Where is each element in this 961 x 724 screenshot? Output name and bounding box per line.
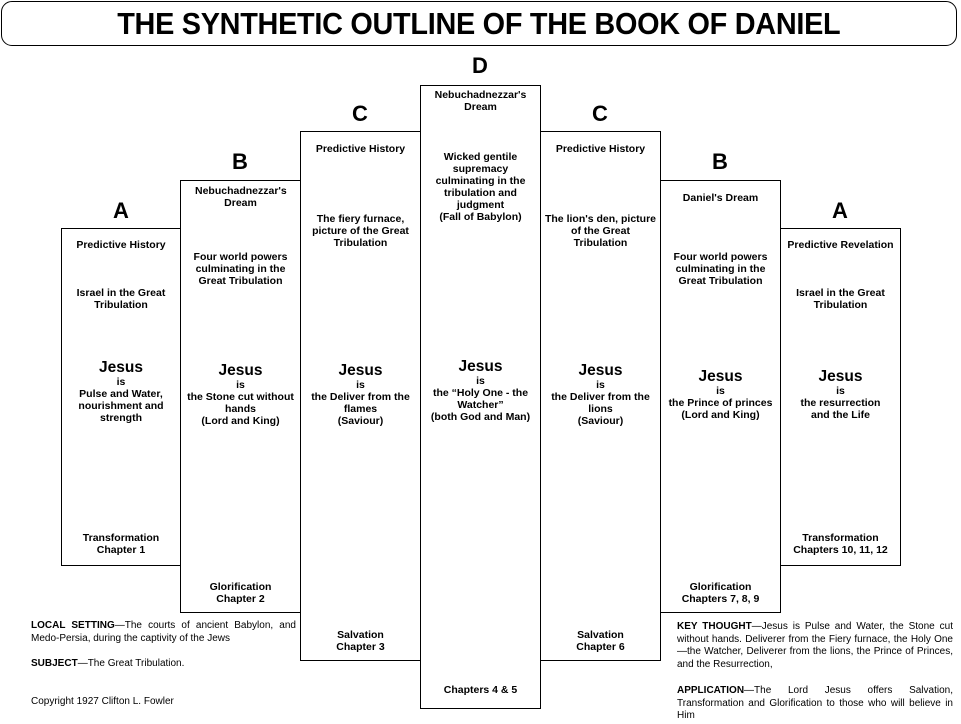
column-theme: The lion's den, picture of the Great Tribulation (544, 213, 656, 249)
key-thought-note (677, 621, 953, 671)
column-footer (421, 684, 540, 696)
jesus-is: is (236, 379, 245, 391)
column-c-chapter-6 (540, 131, 661, 661)
column-letter-b-right: B (712, 149, 728, 174)
column-footer (661, 581, 780, 605)
subject-text: —The Great Tribulation. (77, 658, 185, 669)
footer-category: Salvation (337, 629, 384, 641)
column-theme: Four world powers culminating in the Great Tribulation (673, 251, 768, 287)
column-heading: Predictive History (555, 143, 646, 155)
column-footer (781, 532, 900, 556)
column-heading: Predictive History (76, 239, 166, 251)
column-theme (421, 151, 540, 223)
jesus-name: Jesus (818, 368, 863, 385)
column-footer (181, 581, 300, 605)
jesus-statement (541, 362, 660, 427)
column-heading: Daniel's Dream (682, 192, 759, 204)
local-setting-text: —The courts of ancient Babylon, and Medo-Persia, during the captivity of the Jews (31, 620, 296, 644)
jesus-statement (781, 368, 900, 421)
jesus-is: is (116, 376, 126, 388)
column-heading: Predictive Revelation (787, 239, 894, 251)
subject-label: SUBJECT (31, 658, 78, 669)
footer-category: Transformation (82, 532, 160, 544)
column-b-chapters-7-8-9 (660, 180, 781, 613)
jesus-statement (301, 362, 420, 427)
jesus-is: is (716, 385, 725, 397)
column-theme: Israel in the Great Tribulation (76, 287, 166, 311)
title-banner (1, 1, 957, 46)
local-setting-note (31, 620, 296, 645)
column-heading: Predictive History (315, 143, 406, 155)
jesus-name: Jesus (458, 358, 503, 375)
page-title: THE SYNTHETIC OUTLINE OF THE BOOK OF DANIEL (117, 5, 841, 41)
footer-chapters: Chapter 6 (576, 641, 625, 653)
jesus-statement (62, 359, 180, 424)
column-letter-d: D (472, 53, 488, 78)
column-theme: Israel in the Great Tribulation (796, 287, 885, 311)
footer-chapters: Chapters 4 & 5 (443, 684, 518, 696)
theme-note: (Fall of Babylon) (439, 211, 522, 223)
jesus-is: is (836, 385, 845, 397)
column-theme: Four world powers culminating in the Great Tribulation (193, 251, 288, 287)
column-c-chapter-3 (300, 131, 421, 661)
jesus-description: the “Holy One - the Watcher” (432, 387, 529, 411)
column-letter-c-left: C (352, 101, 368, 126)
application-label: APPLICATION (677, 685, 745, 696)
footer-chapters: Chapters 10, 11, 12 (793, 544, 888, 556)
jesus-description: the Prince of princes (668, 397, 773, 409)
jesus-name: Jesus (218, 362, 263, 379)
jesus-statement (661, 368, 780, 421)
copyright-note: Copyright 1927 Clifton L. Fowler (31, 696, 174, 707)
key-thought-text: —Jesus is Pulse and Water, the Stone cut without hands. Deliverer from the Fiery furnace, the Holy One—the Watcher, Deliverer from the lions, the Prince of Princes, and the Resurrection, (677, 621, 953, 670)
jesus-role: (both God and Man) (430, 411, 531, 423)
column-b-chapter-2 (180, 180, 301, 613)
application-text: —The Lord Jesus offers Salvation, Transformation and Glorification to those who will believe in Him (677, 685, 953, 721)
column-footer (541, 629, 660, 653)
jesus-role: (Lord and King) (201, 415, 280, 427)
jesus-name: Jesus (698, 368, 743, 385)
footer-category: Transformation (802, 532, 879, 544)
column-heading: Nebuchadnezzar's Dream (434, 89, 527, 113)
column-letter-a-right: A (832, 198, 848, 223)
footer-category: Salvation (577, 629, 624, 641)
footer-category: Glorification (209, 581, 272, 593)
jesus-statement (421, 358, 540, 423)
jesus-description: the Deliver from the lions (551, 391, 650, 415)
theme-text: Wicked gentile supremacy culminating in the tribulation and judgment (435, 151, 526, 211)
footer-chapters: Chapters 7, 8, 9 (681, 593, 760, 605)
jesus-is: is (476, 375, 485, 387)
jesus-role: (Lord and King) (681, 409, 760, 421)
jesus-name: Jesus (578, 362, 623, 379)
column-letter-a-left: A (113, 198, 129, 223)
column-a-chapter-1 (61, 228, 181, 566)
local-setting-label: LOCAL SETTING (31, 620, 115, 631)
column-theme: The fiery furnace, picture of the Great Tribulation (312, 213, 409, 249)
jesus-description: Pulse and Water, nourishment and strength (78, 388, 164, 424)
column-footer (301, 629, 420, 653)
jesus-is: is (356, 379, 365, 391)
column-heading: Nebuchadnezzar's Dream (195, 185, 287, 209)
jesus-description: the Deliver from the flames (311, 391, 410, 415)
footer-chapters: Chapter 3 (336, 641, 385, 653)
column-letter-c-right: C (592, 101, 608, 126)
jesus-name: Jesus (99, 359, 143, 376)
jesus-is: is (596, 379, 605, 391)
jesus-name: Jesus (338, 362, 383, 379)
footer-chapters: Chapter 2 (216, 593, 265, 605)
column-letter-b-left: B (232, 149, 248, 174)
jesus-statement (181, 362, 300, 427)
application-note (677, 685, 953, 723)
jesus-role: (Saviour) (337, 415, 384, 427)
column-footer (62, 532, 180, 556)
footer-category: Glorification (689, 581, 752, 593)
key-thought-label: KEY THOUGHT (677, 621, 752, 632)
jesus-role: (Saviour) (577, 415, 624, 427)
jesus-description: the Stone cut without hands (187, 391, 294, 415)
subject-note (31, 658, 296, 671)
column-d-chapters-4-5 (420, 85, 541, 709)
column-a-chapters-10-11-12 (780, 228, 901, 566)
footer-chapters: Chapter 1 (96, 544, 146, 556)
jesus-description: the resurrection and the Life (800, 397, 881, 421)
